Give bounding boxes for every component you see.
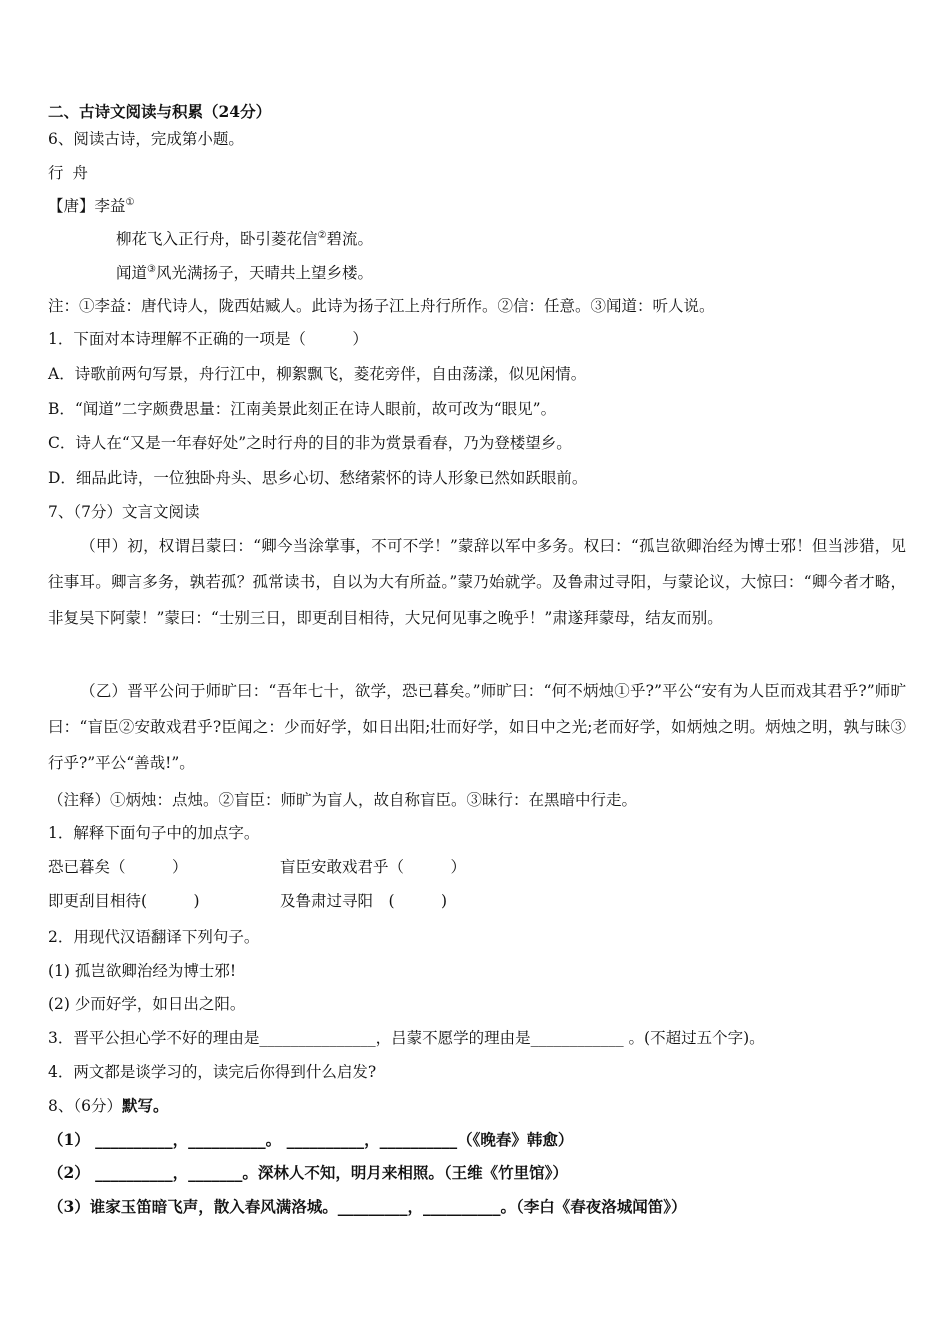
q6-prompt: 6、阅读古诗，完成第小题。	[48, 130, 244, 148]
section-title: 二、古诗文阅读与积累（24分）	[48, 102, 272, 121]
q8-header: 8、（6分）默写。	[48, 1096, 169, 1115]
author-text: 【唐】李益	[48, 197, 126, 215]
q8-line-3: （3）谁家玉笛暗飞声，散入春风满洛城。_________，__________。（李白《春夜洛城闻笛》）	[48, 1197, 687, 1216]
author-note-mark: ①	[125, 196, 135, 208]
sub1-item: 恐已暮矣（ ）	[48, 858, 188, 876]
q6-option-a: A．诗歌前两句写景，舟行江中，柳絮飘飞，菱花旁伴，自由荡漾，似见闲情。	[48, 365, 587, 383]
q7-sub1: 1．解释下面句子中的加点字。	[48, 824, 260, 842]
q6-option-d: D．细品此诗，一位独卧舟头、思乡心切、愁绪萦怀的诗人形象已然如跃眼前。	[48, 469, 588, 487]
q8-line-1: （1） __________，__________。 __________，__________（《晚春》韩愈）	[48, 1130, 574, 1149]
q6-option-b: B．“闻道”二字颇费思量：江南美景此刻正在诗人眼前，故可改为“眼见”。	[48, 400, 557, 418]
q7-sub2: 2．用现代汉语翻译下列句子。	[48, 928, 260, 946]
q6-option-c: C．诗人在“又是一年春好处”之时行舟的目的非为赏景看春，乃为登楼望乡。	[48, 434, 572, 452]
sub2-item: (2) 少而好学，如日出之阳。	[48, 995, 246, 1013]
note-mark-3: ③	[147, 263, 156, 275]
q7-header: 7、（7分）文言文阅读	[48, 503, 200, 521]
q6-question: 1．下面对本诗理解不正确的一项是（ ）	[48, 330, 368, 348]
note-mark-2: ②	[317, 229, 327, 241]
poem-title: 行 舟	[48, 164, 90, 182]
passage-yi: （乙）晋平公问于师旷曰：“吾年七十，欲学，恐已暮矣。”师旷曰：“何不炳烛①乎?”平公“安有为人臣而戏其君乎?”师旷曰：“盲臣②安敢戏君乎?臣闻之：少而好学，如日出阳;壮而好学，如日中之光;老而好学，如炳烛之明。炳烛之明，孰与昧③行乎?”平公“善哉!”。	[48, 682, 906, 772]
sub1-item: 即更刮目相待( )	[48, 892, 200, 910]
sub1-item: 及鲁肃过寻阳 ( )	[280, 892, 448, 910]
poem-author	[48, 195, 134, 217]
poem-line-2: 闻道③风光满扬子，天晴共上望乡楼。	[116, 263, 373, 282]
q7-notes: （注释）①炳烛：点烛。②盲臣：师旷为盲人，故自称盲臣。③昧行：在黑暗中行走。	[48, 791, 638, 809]
poem-annotation: 注：①李益：唐代诗人，陇西姑臧人。此诗为扬子江上舟行所作。②信：任意。③闻道：听人说。	[48, 297, 715, 315]
sub1-item: 盲臣安敢戏君乎（ ）	[280, 858, 467, 876]
poem-line-1: 柳花飞入正行舟，卧引菱花信②碧流。	[116, 229, 373, 248]
passage-jia: （甲）初，权谓吕蒙曰：“卿今当涂掌事，不可不学！”蒙辞以军中多务。权曰：“孤岂欲卿治经为博士邪！但当涉猎，见往事耳。卿言多务，孰若孤？孤常读书，自以为大有所益。”蒙乃始就学。及鲁肃过寻阳，与蒙论议，大惊曰：“卿今者才略，非复吴下阿蒙！”蒙曰：“士别三日，即更刮目相待，大兄何见事之晚乎！”肃遂拜蒙母，结友而别。	[48, 537, 906, 627]
q7-sub4: 4．两文都是谈学习的，读完后你得到什么启发?	[48, 1063, 377, 1081]
q7-sub3: 3．晋平公担心学不好的理由是_______________，吕蒙不愿学的理由是____________ 。(不超过五个字)。	[48, 1029, 765, 1047]
sub2-item: (1) 孤岂欲卿治经为博士邪!	[48, 962, 237, 980]
q8-line-2: （2） __________，_______。深林人不知，明月来相照。（王维《竹里馆》）	[48, 1163, 568, 1182]
